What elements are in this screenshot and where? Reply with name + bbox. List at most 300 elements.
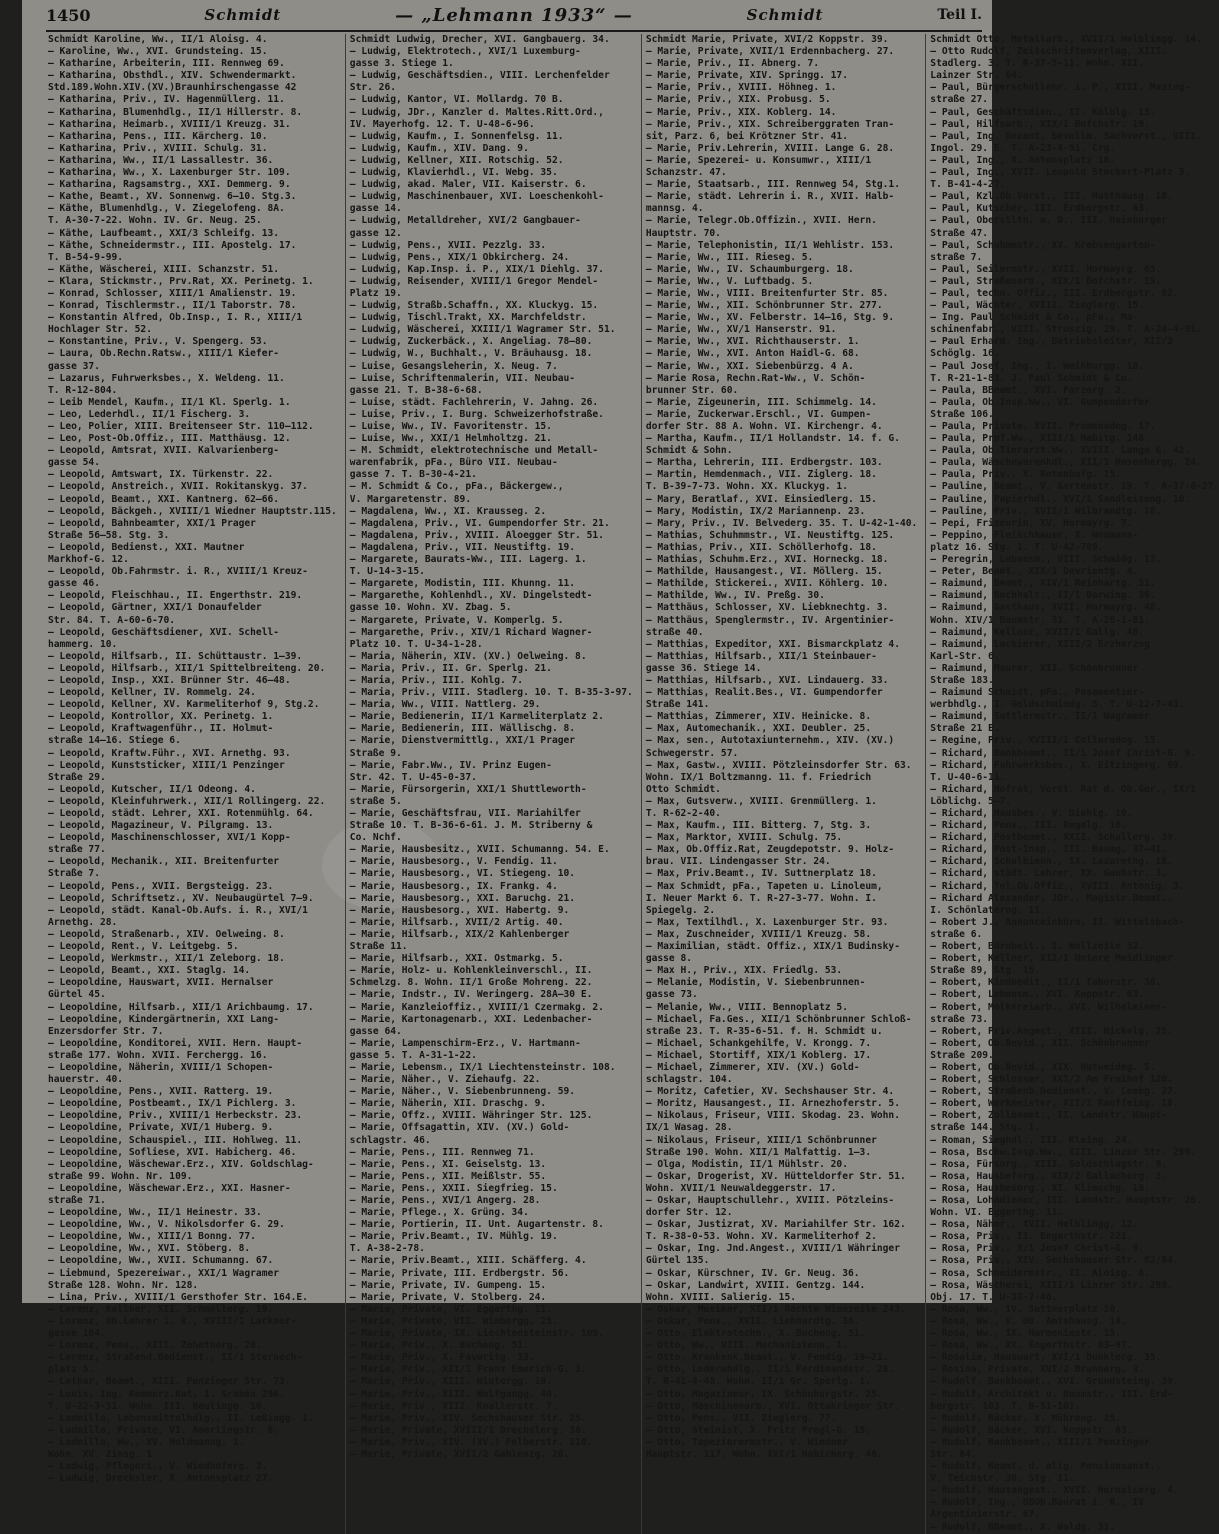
directory-entry: – Marie, Telephonistin, II/1 Wehlistr. 153. — [645, 239, 895, 251]
directory-entry: – Leopold, Amtswart, IX. Türkenstr. 22. — [48, 469, 274, 481]
directory-entry: – Otto, Krankenk.Beamt., V. Fendig. 19–21. — [645, 1352, 889, 1364]
directory-entry: gasse 3. Stiege 1. — [349, 58, 454, 70]
directory-entry: Hauptstr. 70. — [645, 227, 721, 239]
directory-entry: – Robert, Molkereiarb., XVI. Wilhelminen- — [930, 1001, 1168, 1013]
directory-entry: – Marie, Bedienerin, III. Wällischg. 8. — [349, 723, 576, 735]
directory-entry: – Marie, Private, XVII/1 Erdennbacherg. 27. — [645, 46, 895, 58]
directory-entry: – Lazarus, Fuhrwerksbes., X. Weldeng. 11. — [48, 372, 285, 384]
directory-entry: – Rudolf, Hausangest., XVII. Hernalserg. 4. — [930, 1485, 1179, 1497]
directory-entry: straße 7. — [930, 251, 983, 263]
directory-entry: Arnethg. 28. — [48, 916, 118, 928]
directory-entry: Str. 42. T. U-45-0-37. — [349, 771, 477, 783]
directory-entry: – Margarete, Baurats-Ww., III. Lagerg. 1. — [349, 554, 587, 566]
directory-entry: Gürtel 45. — [48, 989, 106, 1001]
directory-entry: – Marie, Holz- u. Kohlenkleinverschl., II. — [349, 965, 593, 977]
directory-entry: – Magdalena, Priv., XVIII. Aloegger Str. 51. — [349, 529, 604, 541]
directory-entry: – Ludwig, Pens., XIX/1 Obkircherg. 24. — [349, 251, 570, 263]
directory-entry: gasse 54. — [48, 457, 100, 469]
directory-entry: – Melanie, Modistin, V. Siebenbrunnen- — [645, 977, 866, 989]
directory-entry: gasse 64. — [349, 1025, 402, 1037]
directory-entry: – Marie, Priv.Beamt., XIII. Schäfferg. 4. — [349, 1255, 587, 1267]
directory-entry: – Matthias, Zimmerer, XIV. Heinicke. 8. — [645, 711, 872, 723]
directory-entry: – Luise, Gesangsleherin, X. Neug. 7. — [349, 360, 558, 372]
directory-entry: gasse 21. T. B-38-6-68. — [349, 384, 483, 396]
directory-entry: – Leopoldine, Ww., V. Nikolsdorfer G. 29. — [48, 1219, 285, 1231]
directory-entry: gasse 7. T. B-30-4-21. — [349, 469, 477, 481]
directory-entry: – Lorenz, Pens., XIII. Zehetnerg. 20. — [48, 1340, 262, 1352]
directory-entry: – Louis, Ing. Kommerz.Rat, I. Graben 29A. — [48, 1388, 285, 1400]
directory-entry: – M. Schmidt, elektrotechnische und Metall- — [349, 445, 599, 457]
directory-entry: – Käthe, Schneidermstr., III. Apostelg. 17. — [48, 239, 297, 251]
directory-entry: Hochlager Str. 52. — [48, 324, 152, 336]
directory-entry: – Lorenz, Kellner, XII. Schmöllerg. 19. — [48, 1303, 274, 1315]
directory-entry: – Rosa, Priv., XIV. Sechshauser Str. 82/84. — [930, 1255, 1179, 1267]
directory-entry: – Rudolf, BBeamt., X. Waldg. 31. — [930, 1521, 1116, 1533]
directory-entry: – Leopoldine, Wäschewar.Erz., XXI. Hasner- — [48, 1182, 291, 1194]
directory-entry: – Marie, Priv., XIX. Koblerg. 14. — [645, 106, 837, 118]
directory-entry: – Pauline, Priv., XVII/1 Wilbrandtg. 18. — [930, 505, 1162, 517]
directory-entry: – Mary, Beratlaf., XVI. Einsiedlerg. 15. — [645, 493, 877, 505]
directory-entry: – Lina, Priv., XVIII/1 Gersthofer Str. 164.E. — [48, 1291, 308, 1303]
directory-entry: – Nikolaus, Friseur, XIII/1 Schönbrunner — [645, 1134, 877, 1146]
directory-entry: – Leo, Polier, XIII. Breitenseer Str. 110–112. — [48, 421, 314, 432]
directory-entry: – Leopold, städt. Lehrer, XXI. Rotenmühlg. 64. — [48, 808, 314, 819]
directory-entry: T. A-30-7-22. Wohn. IV. Gr. Neug. 25. — [48, 215, 262, 227]
directory-entry: – Paul, Seilermstr., XVII. Hormayrg. 65. — [930, 263, 1162, 275]
directory-entry: – Konrad, Schlosser, XIII/1 Amalienstr. 19. — [48, 287, 297, 299]
directory-entry: – Marie, Priv., XIX. Schreiberggraten Tran- — [645, 118, 895, 130]
directory-entry: Argentinierstr. 67. — [930, 1509, 1041, 1521]
directory-entry: gasse 73. — [645, 989, 698, 1001]
directory-entry: – Magdalena, Ww., XI. Krausseg. 2. — [349, 505, 547, 517]
directory-entry: – Robert, Zollbeamt., II. Landstr. Haupt- — [930, 1110, 1168, 1122]
directory-entry: – Matthäus, Spenglermstr., IV. Argentinier- — [645, 614, 895, 626]
directory-entry: – Matthias, Hilfsarb., XVI. Lindauerg. 33. — [645, 674, 889, 686]
directory-entry: – Ludwig, Drechsler, X. Antonsplatz 27. — [48, 1473, 274, 1485]
directory-entry: – Raimund, Kellner, XVII/1 Gallg. 40. — [930, 626, 1145, 638]
directory-entry: – Paul, Ing., X. Antonsplatz 16. — [930, 154, 1116, 166]
directory-entry: – Ludwig, Kaufm., I. Sonnenfelsg. 11. — [349, 130, 564, 142]
directory-entry: – Lorenz, Ob.Lehrer i. R., XVIII/1 Lackner- — [48, 1315, 297, 1327]
directory-entry: Straße 183. — [930, 674, 994, 686]
directory-entry: – Marie, Private, VII. Wimbergg. 25. — [349, 1315, 558, 1327]
directory-entry: – Michael, Stortiff, XIX/1 Koblerg. 17. — [645, 1049, 872, 1061]
directory-entry: – Lorenz, Straßend.Bedienst., II/1 Sternech- — [48, 1352, 303, 1364]
directory-entry: Schanzstr. 47. — [645, 167, 727, 179]
directory-entry: – Katharina, Ww., X. Laxenburger Str. 109. — [48, 167, 291, 179]
directory-entry: – Marie, Ww., IV. Schaumburgerg. 18. — [645, 263, 854, 275]
directory-entry: – Marie, Priv.Beamt., IV. Mühlg. 19. — [349, 1231, 558, 1243]
directory-entry: Gürtel 135. — [645, 1255, 710, 1267]
directory-entry: – Paul, Bürgerschullehr. i. P., XIII. Mazing- — [930, 82, 1191, 94]
directory-entry: – Leopoldine, Postbeamt., IX/1 Pichlerg. 3. — [48, 1098, 297, 1110]
directory-entry: gasse 104. — [48, 1328, 106, 1340]
directory-entry: straße 40. — [645, 626, 704, 638]
directory-entry: Straße 106. — [930, 408, 994, 420]
directory-entry: – Robert J., Annonceinbüro, II. Wittelsbach- — [930, 916, 1185, 928]
directory-entry: straße 23. T. R-35-6-51. f. H. Schmidt u. — [645, 1025, 883, 1037]
directory-entry: Schmidt Marie, Private, XVI/2 Koppstr. 39. — [645, 34, 889, 45]
directory-entry: – Leopold, Bahnbeamter, XXI/1 Prager — [48, 517, 256, 529]
directory-entry: – Robert, Priv.Angest., XIII. Hickelg. 25. — [930, 1025, 1173, 1037]
directory-entry: Schmidt Ludwig, Drecher, XVI. Gangbauerg. 34. — [349, 34, 610, 45]
directory-entry: T. U-14-3-15. — [349, 566, 425, 578]
directory-entry: – Marie, Priv., XIV. Sechshauser Str. 25. — [349, 1412, 587, 1424]
directory-entry: – Ludwig, Pflegeri., V. Wiedhoferg. 3. — [48, 1461, 268, 1473]
directory-entry: – Mary, Modistin, IX/2 Mariannenp. 23. — [645, 505, 866, 517]
directory-entry: – Richard, Post-Insp., III. Baumg. 37–41. — [930, 844, 1168, 856]
directory-entry: – Marie, Ww., XVI. Anton Haidl-G. 68. — [645, 348, 860, 360]
directory-entry: – Leopoldine, Kindergärtnerin, XXI Lang- — [48, 1013, 280, 1025]
directory-entry: – Raimund, Lackierer, XIII/2 Erzherzog — [930, 638, 1150, 650]
directory-entry: – Laura, Ob.Rechn.Ratsw., XIII/1 Kiefer- — [48, 348, 280, 360]
directory-entry: brau. VII. Lindengasser Str. 24. — [645, 856, 831, 868]
directory-entry: V. Teichstr. 30. Stg. 11. — [930, 1473, 1075, 1485]
directory-entry: Straße 9. — [349, 747, 402, 759]
directory-entry: hauerstr. 40. — [48, 1074, 124, 1086]
directory-entry: – Leopold, städt. Kanal-Ob.Aufs. i. R., XVI/1 — [48, 904, 308, 916]
directory-entry: – Raimund, Maurer, XII. Schönbrunner — [930, 662, 1139, 674]
directory-entry: – Leopoldine, Näherin, XVIII/1 Schopen- — [48, 1061, 274, 1073]
directory-entry: – Marie, Fabr.Ww., IV. Prinz Eugen- — [349, 759, 552, 771]
directory-entry: – Katharina, Obsthdl., XIV. Schwendermarkt. — [48, 70, 297, 82]
directory-entry: – Rosa, Lohndiener, III. Landstr. Hauptstr. 26. — [930, 1195, 1202, 1206]
directory-entry: Obj. 17. T. U-33-7-46. — [930, 1291, 1058, 1303]
directory-entry: – Paula, BBeamt., XVI. Parzerg. 2. — [930, 384, 1127, 396]
directory-entry: – Marie, Priv., XVIII. Höhneg. 1. — [645, 82, 837, 94]
directory-entry: – Maria, Ww., VIII. Nattlerg. 29. — [349, 699, 541, 711]
directory-entry: Straße 21 E. — [930, 723, 1000, 735]
directory-entry: straße 27. — [930, 94, 989, 106]
directory-entry: – Liebmund, Spezereiwar., XXI/1 Wagramer — [48, 1267, 280, 1279]
directory-entry: – Luise, Ww., XXI/1 Helmholtzg. 21. — [349, 433, 552, 445]
directory-entry: – Katharina, Priv., IV. Hagenmüllerg. 11. — [48, 94, 285, 106]
directory-entry: – Marie, Kartonagenarb., XXI. Ledenbacher- — [349, 1013, 593, 1025]
directory-entry: – Otto, Maschinenarb., XVI. Ottakringer Str. — [645, 1400, 900, 1412]
directory-entry: Wohn. XIV/1 Baumstr. 31. T. A-26-1-81. — [930, 614, 1150, 626]
directory-entry: – Ludwig, Wäscherei, XXIII/1 Wagramer Str. 51. — [349, 324, 616, 336]
directory-entry: Str. 84. T. A-60-6-70. — [48, 614, 176, 626]
directory-entry: – Raimund, Sattlermstr., II/1 Wagramer — [930, 711, 1150, 723]
directory-entry: – Richard, Hausbes., V. Diehlg. 10. — [930, 808, 1133, 819]
directory-entry: – Oskar, Kürschner, IV. Gr. Neug. 36. — [645, 1267, 860, 1279]
directory-entry: – Paula, Ob.Insp.Ww., VI. Gumpendorfer — [930, 396, 1150, 408]
header-left-name: Schmidt — [204, 6, 282, 24]
directory-entry: – Katharina, Blumenhdlg., II/1 Hillerstr. 8. — [48, 106, 303, 118]
directory-entry: – Luise, Schriftenmalerin, VII. Neubau- — [349, 372, 576, 384]
directory-page — [22, 0, 1219, 1533]
directory-entry: Co. Nchf. — [349, 832, 402, 844]
directory-entry: – Moritz, Cafetier, XV. Sechshauser Str. 4. — [645, 1086, 895, 1098]
directory-entry: – Max, Kaufm., III. Bitterg. 7, Stg. 3. — [645, 820, 872, 832]
directory-entry: – Marie, Ww., VIII. Breitenfurter Str. 85. — [645, 287, 889, 299]
directory-entry: – Paula, Private, XVII. Promenadeg. 17. — [930, 421, 1156, 432]
directory-entry: – Ludwig, Kaufm., XIV. Dang. 9. — [349, 142, 529, 154]
directory-entry: – Kathe, Beamt., XV. Sonnenwg. 6–10. Stg.3. — [48, 191, 297, 203]
column-3 — [641, 34, 917, 1534]
directory-entry: – Rudolf, Architekt u. Baumstr., III. Erd- — [930, 1388, 1173, 1400]
directory-entry: – Leopold, Gärtner, XXI/1 Donaufelder — [48, 602, 262, 614]
directory-entry: – Otto, Steinist, X. Fritz Pregl-G. 15. — [645, 1424, 872, 1436]
directory-entry: – Marie, Private, V. Stolberg. 24. — [349, 1291, 547, 1303]
directory-entry: – Max, Zuschneider, XVIII/1 Kreuzg. 58. — [645, 928, 872, 940]
directory-entry: – Oskar, Ing. Jnd.Angest., XVIII/1 Währinger — [645, 1243, 900, 1255]
directory-entry: – Richard, Tel.Ob.Offiz., XVIII. Antonig. 3. — [930, 880, 1185, 892]
directory-entry: schlagstr. 46. — [349, 1134, 431, 1146]
directory-entry: – Marie, Hausbesorg., IX. Frankg. 4. — [349, 880, 558, 892]
directory-entry: – Paula, Priv., X. Rotenhofg. 15. — [930, 469, 1121, 481]
directory-entry: gasse 36. Stiege 14. — [645, 662, 762, 674]
directory-entry: – Oskar, Musiker, XII/1 Rechte Wienzeile 243. — [645, 1303, 906, 1315]
directory-entry: straße 177. Wohn. XVII. Ferchergg. 16. — [48, 1049, 268, 1061]
directory-entry: – Matthias, Expeditor, XXI. Bismarckplatz 4. — [645, 638, 900, 650]
directory-entry: – Leopold, Fleischhau., II. Engerthstr. 219. — [48, 590, 303, 602]
directory-entry: – Leopold, Kutscher, II/1 Odeong. 4. — [48, 783, 256, 795]
directory-entry: warenfabrik, pFa., Büro VII. Neubau- — [349, 457, 558, 469]
directory-entry: – Ludwig, Kantor, VI. Mollardg. 70 B. — [349, 94, 564, 106]
directory-entry: – Leopoldine, Hauswart, XVII. Hernalser — [48, 977, 274, 989]
directory-entry: Löblichg. 5–7. — [930, 795, 1012, 807]
directory-entry: hammerg. 10. — [48, 638, 118, 650]
directory-entry: – Leopoldine, Priv., XVIII/1 Herbeckstr. 23. — [48, 1110, 303, 1122]
directory-entry: – Marie, Ww., XII. Schönbrunner Str. 277. — [645, 300, 883, 312]
directory-entry: Schmelzg. 8. Wohn. II/1 Große Mohreng. 22. — [349, 977, 593, 989]
directory-entry: – Paul, Oberstltn. a. D., III. Hainburger — [930, 215, 1168, 227]
directory-entry: – Leopold, Rent., V. Leitgebg. 5. — [48, 941, 239, 953]
directory-entry: – Marie, Priv., II. Abnerg. 7. — [645, 58, 820, 70]
directory-entry: – Leopold, Kraftw.Führ., XVI. Arnethg. 93. — [48, 747, 291, 759]
directory-entry: – Leopold, Maschinenschlosser, XVI/1 Kopp- — [48, 832, 291, 844]
directory-entry: – Rosa, Wäscherei, XIII/1 Linzer Str. 299. — [930, 1279, 1173, 1291]
directory-entry: – Otto, Pens., VII. Zieglerg. 77. — [645, 1412, 837, 1424]
directory-entry: – Katharine, Arbeiterin, III. Rennweg 69. — [48, 58, 285, 70]
directory-entry: – Rudolf, Bankbeamt., XIII/1 Penzinger — [930, 1436, 1150, 1448]
directory-entry: – Marie, Private, VI. Eggerthg. 11. — [349, 1303, 552, 1315]
directory-entry: – Matthäus, Schlosser, XV. Liebknechtg. 3. — [645, 602, 889, 614]
directory-entry: – Ludmilla, Private, VI. Amerlingstr. 8. — [48, 1424, 280, 1436]
directory-entry: – Rosalie, Hauswart, XVI/1 Dunklerg. 35. — [930, 1352, 1162, 1364]
directory-entry: – Leopold, Pens., XVII. Bergsteigg. 23. — [48, 880, 274, 892]
directory-entry: – Marie, Offz., XVIII. Währinger Str. 125. — [349, 1110, 593, 1122]
directory-entry: – Marie, Pflege., X. Grüng. 34. — [349, 1207, 529, 1219]
directory-entry: – Mathilde, Stickerei., XVII. Köhlerg. 10. — [645, 578, 889, 590]
directory-entry: – Ludwig, Metalldreher, XVI/2 Gangbauer- — [349, 215, 581, 227]
directory-entry: T. R-21-1-83. J. Paul Schmidt & Co. — [930, 372, 1133, 384]
directory-entry: – Martha, Lehrerin, III. Erdbergstr. 103. — [645, 457, 883, 469]
directory-entry: – Leopold, Hilfsarb., XII/1 Spittelbreiteng. 20. — [48, 662, 326, 674]
directory-entry: – Marie, Priv.Lehrerin, XVIII. Lange G. 28. — [645, 142, 895, 154]
directory-entry: – Marie, Priv., XIII. Knallerstr. 7. — [349, 1400, 558, 1412]
directory-entry: – Marie, Telegr.Ob.Offizin., XVII. Hern. — [645, 215, 877, 227]
directory-entry: – Marie, Priv., X. Favoritg. 33. — [349, 1352, 535, 1364]
directory-entry: – Magdalena, Priv., VI. Gumpendorfer Str. 21. — [349, 517, 610, 529]
directory-entry: – Paula, Wäschewarenhdl., XII/1 Rosenbergg. 24. — [930, 457, 1202, 469]
directory-entry: – Ludwig, Zuckerbäck., X. Angeliag. 78–80. — [349, 336, 593, 348]
directory-entry: platz 5. — [48, 1364, 95, 1376]
directory-entry: Platz 19. — [349, 287, 402, 299]
directory-entry: – Marie, Hausbesorg., XVI. Habertg. 9. — [349, 904, 570, 916]
directory-entry: Straße 190. Wohn. XII/1 Malfattig. 1–3. — [645, 1146, 872, 1158]
directory-entry: – Ludwig, Reisender, XVIII/1 Gregor Mendel- — [349, 275, 599, 287]
directory-entry: – Rosa, Fürsorg., XIII. Goldschlagstr. 9. — [930, 1158, 1168, 1170]
directory-entry: – Leopoldine, Hilfsarb., XII/1 Arichbaumg. 17. — [48, 1001, 314, 1013]
directory-entry: – Ing. Paul Schmidt & Co., pFa., Ma- — [930, 312, 1139, 324]
directory-entry: – Magdalena, Priv., VII. Neustiftg. 19. — [349, 541, 576, 553]
directory-columns — [48, 34, 1219, 1533]
directory-entry: – Luise, städt. Fachlehrerin, V. Jahng. 26. — [349, 396, 599, 408]
directory-entry: – Katharina, Priv., XVIII. Schulg. 31. — [48, 142, 268, 154]
directory-entry: – Marie, Hilfsarb., XVII/2 Artig. 40. — [349, 916, 564, 928]
directory-entry: – Leopold, Anstreich., XVII. Rokitanskyg. 37. — [48, 481, 308, 493]
directory-entry: – Mathilde, Hausangest., VI. Möllerg. 15. — [645, 566, 883, 578]
directory-entry: T. R-62-2-40. — [645, 808, 721, 819]
directory-entry: – Rudolf, Beamt. d. allg. Pensionsanst., — [930, 1461, 1162, 1473]
directory-entry: – Marie, Hausbesorg., V. Fendig. 11. — [349, 856, 558, 868]
directory-entry: – Raimund, Buchhalt., II/1 Darwing. 36. — [930, 590, 1156, 602]
directory-entry: schinenfabr., VIII. Stroszig. 29. T. A-24-4-91. — [930, 324, 1202, 336]
directory-entry: – Melanie, Ww., VIII. Bennoplatz 5. — [645, 1001, 848, 1013]
directory-entry: gasse 37. — [48, 360, 100, 372]
directory-entry: – Marie, Private, IX. Liechtensteinstr. 109. — [349, 1328, 604, 1340]
directory-entry: – Leopold, Schriftsetz., XV. Neubaugürtel 7–9. — [48, 892, 314, 904]
directory-entry: – Marie, Ww., III. Rieseg. 5. — [645, 251, 814, 263]
directory-entry: – Leopold, Werkmstr., XII/1 Zeleborg. 18. — [48, 953, 285, 965]
directory-entry: – Paul, Kzl.Ob.Vorst., III. Matthäusg. 10. — [930, 191, 1173, 203]
directory-entry: – Karoline, Ww., XVI. Grundsteing. 15. — [48, 46, 268, 58]
directory-entry: – Pepi, Friseurin, XV. Hormayrg. 7. — [930, 517, 1133, 529]
directory-entry: – Maria, Priv., VIII. Stadlerg. 10. T. B-35-3-97. — [349, 687, 633, 699]
directory-entry: – Klara, Stickmstr., Prv.Rat, XX. Perinetg. 1. — [48, 275, 314, 287]
directory-entry: Wohn. XVII/1 Neuwaldeggerstr. 17. — [645, 1182, 837, 1194]
directory-entry: – Rudolf, Bäcker, X. Mühreng. 25. — [930, 1412, 1121, 1424]
directory-entry: I. Neuer Markt 6. T. R-27-3-77. Wohn. I. — [645, 892, 877, 904]
directory-entry: – Leopoldine, Sofliese, XVI. Habicherg. 46. — [48, 1146, 297, 1158]
directory-entry: – Paul, Ing. Dozent, bevollm. Sachverst., VIII. — [930, 130, 1202, 142]
directory-entry: – Leopold, Bäckgeh., XVIII/1 Wiedner Hauptstr.115. — [48, 505, 337, 517]
directory-entry: – Marie, Hausbesorg., XXI. Baruchg. 21. — [349, 892, 576, 904]
directory-entry: – Marie, Hausbesitz., XVII. Schumanng. 54. E. — [349, 844, 610, 856]
directory-entry: Platz 10. T. U-34-1-28. — [349, 638, 483, 650]
directory-entry: – Marie, Portierin, II. Unt. Augartenstr. 8. — [349, 1219, 604, 1231]
directory-entry: gasse 8. — [645, 953, 693, 965]
directory-entry: – Robert, Kindbedit., II/1 Taborstr. 36. — [930, 977, 1162, 989]
directory-entry: – Leopold, Amtsrat, XVII. Kalvarienberg- — [48, 445, 280, 457]
directory-entry: Straße 11. — [349, 941, 408, 953]
directory-entry: schlagstr. 104. — [645, 1074, 733, 1086]
directory-entry: – Max, Textilhdl., X. Laxenburger Str. 93. — [645, 916, 889, 928]
directory-entry: IV. Mayerhofg. 12. T. U-48-6-96. — [349, 118, 535, 130]
directory-entry: Lainzer Str. 84. — [930, 70, 1023, 82]
directory-entry: – Paul, Wächter, XVIII. Zieglerg. 15. — [930, 300, 1145, 312]
directory-entry: – Oskar, Landwirt, XVIII. Gentzg. 144. — [645, 1279, 866, 1291]
directory-entry: Schmidt & Sohn. — [645, 445, 733, 457]
directory-entry: T. A-38-2-78. — [349, 1243, 425, 1255]
directory-entry: – Robert, Ob.Revid., XII. Schönbrunner — [930, 1037, 1150, 1049]
directory-entry: – Leib Mendel, Kaufm., II/1 Kl. Sperlg. 1. — [48, 396, 291, 408]
directory-entry: – Maria, Priv., III. Kohlg. 7. — [349, 674, 524, 686]
directory-entry: – Rosa, Bschw.Insp.Ww., XIII. Linzer Str. 299. — [930, 1146, 1196, 1158]
directory-entry: – Marie, Pens., XXII. Siegfrieg. 15. — [349, 1182, 558, 1194]
directory-entry: – Marie, Lebensm., IX/1 Liechtensteinstr. 108. — [349, 1061, 616, 1073]
directory-entry: Hauptstr. 117. Wohn. XVI/1 Habicherg. 46. — [645, 1448, 883, 1460]
column-1 — [48, 34, 337, 1534]
directory-entry: T. R-38-0-53. Wohn. XV. Karmeliterhof 2. — [645, 1231, 877, 1243]
directory-entry: – Rosa, Hausbesorg., XI. Klimschg. 18. — [930, 1182, 1150, 1194]
directory-entry: I. Schönlaterng. 11. — [930, 904, 1046, 916]
directory-entry: – Pauline, Beamt., V. Gartenstr. 19. T. A-37-8-27. — [930, 481, 1219, 493]
directory-entry: – Max, Automechanik., XXI. Deubler. 25. — [645, 723, 872, 735]
directory-entry: – Marie, Pens., III. Rennweg 71. — [349, 1146, 535, 1158]
directory-entry: – Paul Josef, Ing., I. Weihburgg. 18. — [930, 360, 1145, 372]
directory-entry: – Michael, Fa.Ges., XII/1 Schönbrunner Schloß- — [645, 1013, 912, 1025]
directory-entry: – Rosa, Schneidermstr., II. Aloisg. 4. — [930, 1267, 1150, 1279]
directory-entry: – Marie, Priv., XIII. Wintergg. 10. — [349, 1376, 552, 1388]
directory-entry: – Rosa, Ww., IV. Suttnerplatz 10. — [930, 1303, 1121, 1315]
column-2 — [345, 34, 633, 1534]
directory-entry: Schwegerstr. 57. — [645, 747, 739, 759]
directory-entry: – Marie, Näher., V. Ziehaufg. 22. — [349, 1074, 541, 1086]
directory-entry: T. U-22-3-51. Wohn. III. Reulingg. 10. — [48, 1400, 268, 1412]
directory-entry: – Leopold, Kraftwagenführ., II. Holmut- — [48, 723, 274, 735]
directory-entry: – Marie, Priv., XIII. Wolfgangg. 40. — [349, 1388, 558, 1400]
directory-entry: – Robert, Schlosser, XXI/2 Am Freihof 120. — [930, 1074, 1173, 1086]
directory-entry: – Marie, Lampenschirm-Erz., V. Hartmann- — [349, 1037, 581, 1049]
directory-entry: Wohn. IX/1 Boltzmanng. 11. f. Friedrich — [645, 771, 872, 783]
directory-entry: – Oskar, Hauptschullehr., XVIII. Pötzleins- — [645, 1195, 895, 1206]
directory-entry: werbhdlg., I. Goldschmiedg. 5. T. U-22-7-43. — [930, 699, 1185, 711]
directory-entry: – Marie, Indstr., IV. Weringerg. 28A–30 E. — [349, 989, 593, 1001]
directory-entry: – Marie, Pens., XVI/1 Angerg. 28. — [349, 1195, 541, 1206]
directory-entry: – Leopoldine, Private, XVI/1 Huberg. 9. — [48, 1122, 274, 1134]
directory-entry: straße 99. Wohn. Nr. 109. — [48, 1170, 193, 1182]
directory-entry: – Leopold, Hilfsarb., II. Schüttaustr. 1–39. — [48, 650, 303, 662]
directory-entry: – Katharina, Ragsamstrg., XXI. Demmerg. 9. — [48, 179, 291, 191]
directory-entry: – Marie, Priv., XIV. (XV.) Felberstr. 110. — [349, 1436, 593, 1448]
directory-entry: – Max, Ob.Offiz.Rat, Zeugdepotstr. 9. Holz- — [645, 844, 895, 856]
directory-entry: – Leopold, Beamt., XXI. Kantnerg. 62–66. — [48, 493, 280, 505]
directory-entry: – Richard, Schulbienn., IX. Lazarethg. 18. — [930, 856, 1173, 868]
directory-entry: – Marie, städt. Lehrerin i. R., XVII. Halb- — [645, 191, 895, 203]
directory-entry: Markhof-G. 12. — [48, 554, 129, 566]
directory-entry: – Max, Marktor, XVIII. Schulg. 75. — [645, 832, 843, 844]
directory-entry: – Margarethe, Kohlenhdl., XV. Dingelstedt- — [349, 590, 593, 602]
directory-entry: – Ludwig, Geschäftsdien., VIII. Lerchenfelder — [349, 70, 610, 82]
directory-entry: – Marie, Zigeunerin, III. Schimmelg. 14. — [645, 396, 877, 408]
directory-entry: – Ludwig, Straßb.Schaffn., XX. Kluckyg. 15. — [349, 300, 599, 312]
directory-entry: – Mathilde, Ww., IV. Preßg. 30. — [645, 590, 825, 602]
column-4 — [925, 34, 1219, 1534]
directory-entry: gasse 5. T. A-31-1-22. — [349, 1049, 477, 1061]
directory-entry: – Leopoldine, Pens., XVII. Ratterg. 19. — [48, 1086, 274, 1098]
directory-entry: – Robert, Ob.Revid., XIX. Hutweideg. 5. — [930, 1061, 1156, 1073]
directory-entry: – Otto, Ledermhdlg., II/1 Ferdinandstr. 28. — [645, 1364, 895, 1376]
directory-entry: dorfer Str. 12. — [645, 1207, 733, 1219]
directory-entry: – Martha, Kaufm., II/1 Hollandstr. 14. f. G. — [645, 433, 900, 445]
directory-entry: brunner Str. 60. — [645, 384, 739, 396]
directory-entry: – Ludwig, Kellner, XII. Rotschig. 52. — [349, 154, 564, 166]
directory-entry: – Mary, Priv., IV. Belvederg. 35. T. U-42-1-40. — [645, 517, 918, 529]
directory-entry: – Nikolaus, Friseur, VIII. Skodag. 23. Wohn. — [645, 1110, 900, 1122]
directory-entry: IX/1 Wasag. 28. — [645, 1122, 733, 1134]
directory-entry: – Luise, Ww., IV. Favoritenstr. 15. — [349, 421, 552, 432]
header-part: Teil I. — [937, 7, 982, 23]
directory-entry: Schöglg. 16. — [930, 348, 1000, 360]
directory-entry: – Leopoldine, Ww., XVI. Stöberg. 8. — [48, 1243, 251, 1255]
directory-entry: – Leopoldine, Schauspiel., III. Hohlweg. 11. — [48, 1134, 303, 1146]
directory-entry: – Marie, Priv., XIX. Probusg. 5. — [645, 94, 831, 106]
directory-entry: – Leopoldine, Ww., II/1 Heinestr. 33. — [48, 1207, 262, 1219]
directory-entry: – Robert, Straßenb.Bedienst., V. Leebg. 27. — [930, 1086, 1179, 1098]
